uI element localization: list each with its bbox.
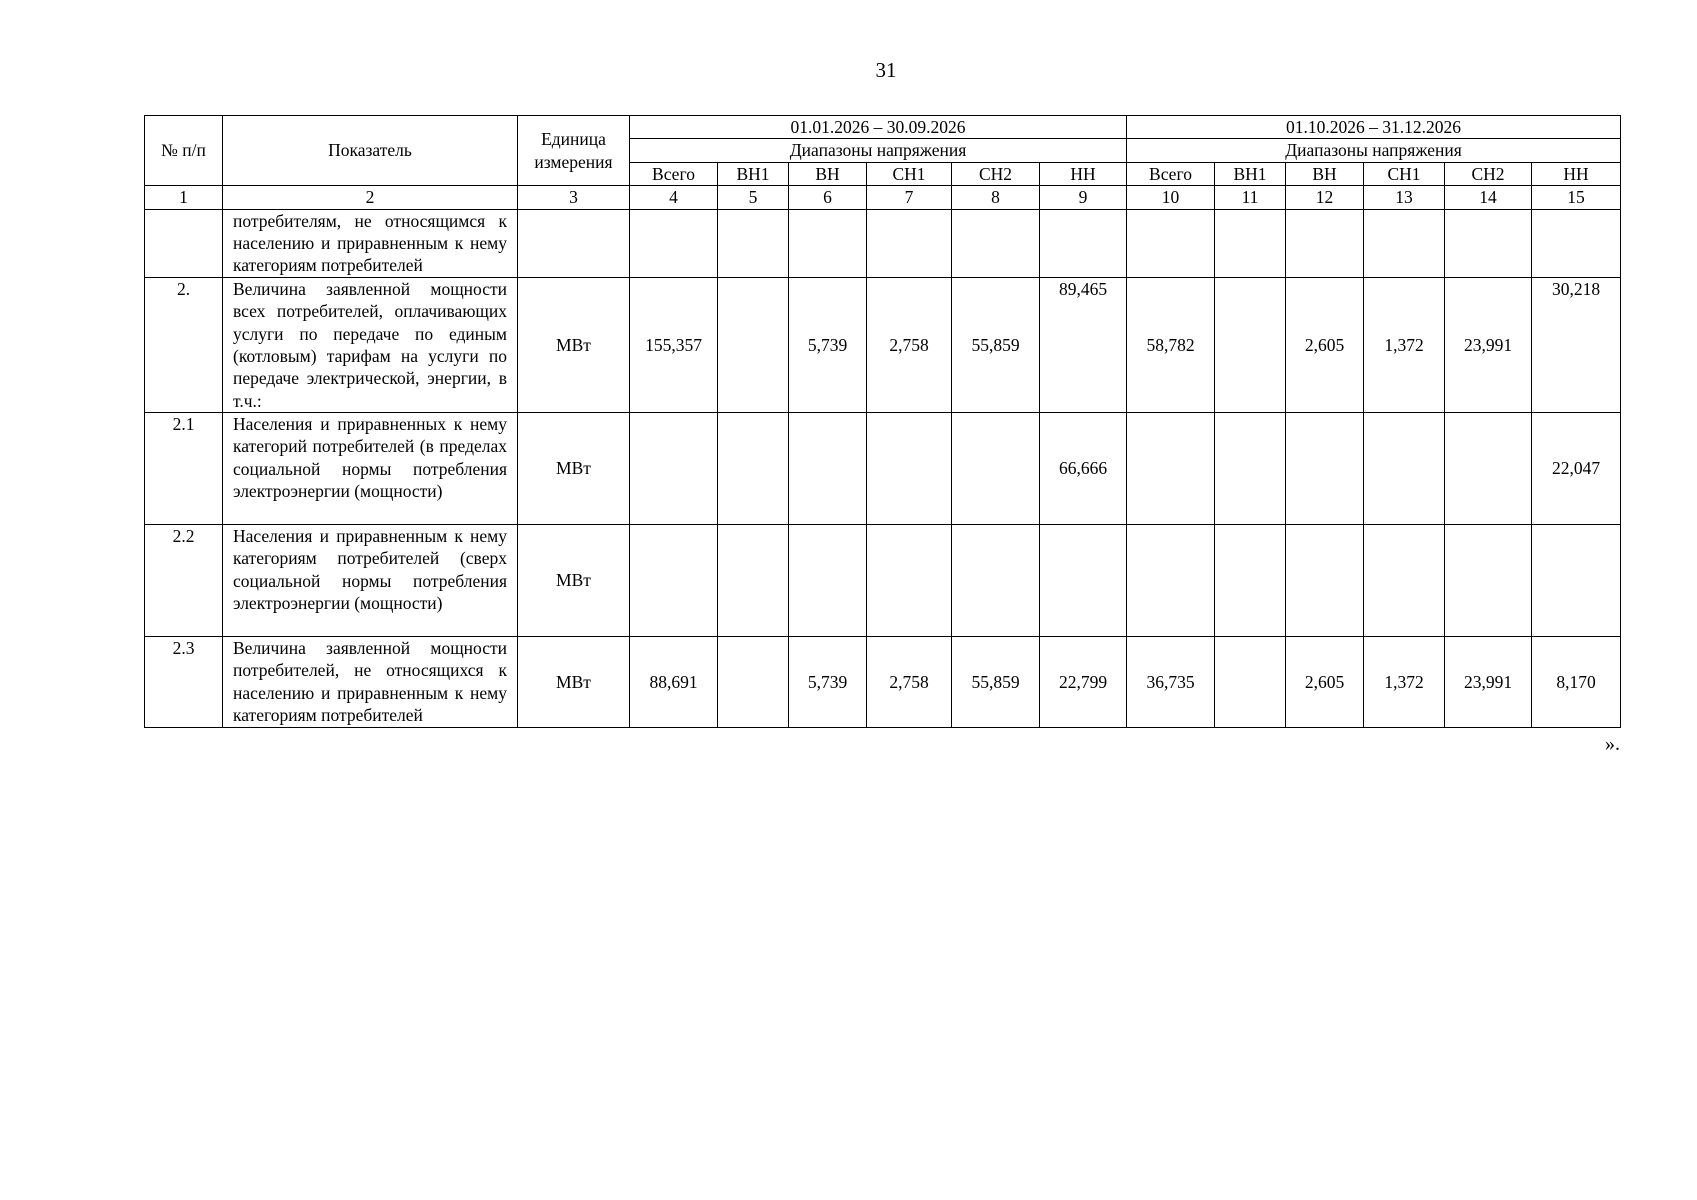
cell-p2-sn2: 23,991 bbox=[1445, 277, 1532, 412]
cell-p1-sn1 bbox=[867, 413, 952, 525]
cell-p2-vn1 bbox=[1215, 209, 1286, 277]
cell-p2-vn1 bbox=[1215, 277, 1286, 412]
column-number: 11 bbox=[1215, 186, 1286, 209]
cell-p2-vn1 bbox=[1215, 637, 1286, 728]
cell-p1-sn2 bbox=[952, 209, 1040, 277]
cell-p1-nn: 22,799 bbox=[1040, 637, 1127, 728]
row-number bbox=[145, 209, 223, 277]
row-unit: МВт bbox=[518, 413, 630, 525]
row-indicator: Населения и приравненных к нему категорий потребителей (в пределах социальной нормы потребления электроэнергии (мощности) bbox=[223, 413, 518, 525]
cell-p2-total bbox=[1127, 413, 1215, 525]
cell-p1-total bbox=[630, 209, 718, 277]
cell-p1-total: 88,691 bbox=[630, 637, 718, 728]
row-unit bbox=[518, 209, 630, 277]
column-number: 2 bbox=[223, 186, 518, 209]
column-number: 15 bbox=[1532, 186, 1621, 209]
cell-p1-vn bbox=[789, 209, 867, 277]
cell-p1-nn: 89,465 bbox=[1040, 277, 1127, 412]
cell-p2-sn1 bbox=[1364, 209, 1445, 277]
table-row bbox=[145, 277, 1621, 412]
cell-p1-vn1 bbox=[718, 277, 789, 412]
row-number: 2.2 bbox=[145, 525, 223, 637]
cell-p2-nn bbox=[1532, 209, 1621, 277]
cell-p1-total: 155,357 bbox=[630, 277, 718, 412]
cell-p2-sn1 bbox=[1364, 413, 1445, 525]
cell-p1-nn: 66,666 bbox=[1040, 413, 1127, 525]
cell-p1-vn1 bbox=[718, 209, 789, 277]
cell-p2-nn: 8,170 bbox=[1532, 637, 1621, 728]
header-voltage-ranges-1: Диапазоны напряжения bbox=[630, 139, 1127, 162]
closing-quote: ». bbox=[1605, 733, 1620, 755]
cell-p1-total bbox=[630, 525, 718, 637]
cell-p2-vn1 bbox=[1215, 413, 1286, 525]
cell-p1-sn1: 2,758 bbox=[867, 277, 952, 412]
cell-p1-vn: 5,739 bbox=[789, 637, 867, 728]
cell-p2-sn2 bbox=[1445, 209, 1532, 277]
cell-p2-nn: 22,047 bbox=[1532, 413, 1621, 525]
row-number: 2.3 bbox=[145, 637, 223, 728]
header-period-2: 01.10.2026 – 31.12.2026 bbox=[1127, 116, 1621, 139]
header-sub-sn2: СН2 bbox=[952, 162, 1040, 185]
cell-p1-nn bbox=[1040, 525, 1127, 637]
row-indicator: потребителям, не относящимся к населению и приравненным к нему категориям потребителей bbox=[223, 209, 518, 277]
cell-p2-total bbox=[1127, 209, 1215, 277]
cell-p2-vn bbox=[1286, 525, 1364, 637]
page-number: 31 bbox=[875, 58, 897, 82]
header-sub-total: Всего bbox=[630, 162, 718, 185]
header-sub-total: Всего bbox=[1127, 162, 1215, 185]
cell-p2-sn1 bbox=[1364, 525, 1445, 637]
cell-p2-nn: 30,218 bbox=[1532, 277, 1621, 412]
header-sub-nn: НН bbox=[1532, 162, 1621, 185]
row-indicator: Величина заявленной мощности всех потребителей, оплачивающих услуги по передаче по единым (котловым) тарифам на услуги по передаче электрической, энергии, в т.ч.: bbox=[223, 277, 518, 412]
cell-p2-total: 58,782 bbox=[1127, 277, 1215, 412]
row-indicator: Величина заявленной мощности потребителей, не относящихся к населению и приравненным к нему категориям потребителей bbox=[223, 637, 518, 728]
cell-p1-sn2 bbox=[952, 413, 1040, 525]
row-unit: МВт bbox=[518, 525, 630, 637]
column-number: 6 bbox=[789, 186, 867, 209]
cell-p1-vn bbox=[789, 413, 867, 525]
cell-p1-nn bbox=[1040, 209, 1127, 277]
cell-p2-sn2 bbox=[1445, 413, 1532, 525]
header-sub-sn2: СН2 bbox=[1445, 162, 1532, 185]
cell-p2-vn bbox=[1286, 209, 1364, 277]
table-row bbox=[145, 525, 1621, 637]
header-sub-vn: ВН bbox=[1286, 162, 1364, 185]
cell-p2-nn bbox=[1532, 525, 1621, 637]
cell-p2-vn bbox=[1286, 413, 1364, 525]
row-number: 2.1 bbox=[145, 413, 223, 525]
header-sub-nn: НН bbox=[1040, 162, 1127, 185]
cell-p1-total bbox=[630, 413, 718, 525]
header-col-indicator: Показатель bbox=[223, 116, 518, 186]
row-number: 2. bbox=[145, 277, 223, 412]
cell-p1-sn2: 55,859 bbox=[952, 637, 1040, 728]
cell-p2-sn1: 1,372 bbox=[1364, 277, 1445, 412]
cell-p1-vn bbox=[789, 525, 867, 637]
cell-p2-sn2 bbox=[1445, 525, 1532, 637]
table-row bbox=[145, 209, 1621, 277]
header-sub-sn1: СН1 bbox=[1364, 162, 1445, 185]
column-number: 7 bbox=[867, 186, 952, 209]
column-number: 4 bbox=[630, 186, 718, 209]
header-sub-vn: ВН bbox=[789, 162, 867, 185]
cell-p1-vn1 bbox=[718, 525, 789, 637]
column-numbers-row bbox=[145, 186, 1621, 209]
header-sub-vn1: ВН1 bbox=[1215, 162, 1286, 185]
cell-p2-vn1 bbox=[1215, 525, 1286, 637]
header-sub-sn1: СН1 bbox=[867, 162, 952, 185]
column-number: 12 bbox=[1286, 186, 1364, 209]
cell-p1-sn1 bbox=[867, 525, 952, 637]
cell-p2-sn2: 23,991 bbox=[1445, 637, 1532, 728]
row-indicator: Населения и приравненным к нему категориям потребителей (сверх социальной нормы потребления электроэнергии (мощности) bbox=[223, 525, 518, 637]
column-number: 9 bbox=[1040, 186, 1127, 209]
cell-p2-total: 36,735 bbox=[1127, 637, 1215, 728]
column-number: 8 bbox=[952, 186, 1040, 209]
table-row bbox=[145, 413, 1621, 525]
cell-p1-sn2: 55,859 bbox=[952, 277, 1040, 412]
row-unit: МВт bbox=[518, 637, 630, 728]
cell-p1-sn1 bbox=[867, 209, 952, 277]
column-number: 5 bbox=[718, 186, 789, 209]
cell-p1-sn2 bbox=[952, 525, 1040, 637]
indicators-table bbox=[144, 115, 1621, 728]
cell-p1-vn1 bbox=[718, 637, 789, 728]
cell-p1-vn1 bbox=[718, 413, 789, 525]
header-period-1: 01.01.2026 – 30.09.2026 bbox=[630, 116, 1127, 139]
cell-p2-total bbox=[1127, 525, 1215, 637]
cell-p1-vn: 5,739 bbox=[789, 277, 867, 412]
column-number: 13 bbox=[1364, 186, 1445, 209]
column-number: 1 bbox=[145, 186, 223, 209]
cell-p2-vn: 2,605 bbox=[1286, 637, 1364, 728]
row-unit: МВт bbox=[518, 277, 630, 412]
cell-p2-vn: 2,605 bbox=[1286, 277, 1364, 412]
column-number: 3 bbox=[518, 186, 630, 209]
header-col-unit: Единица измерения bbox=[518, 116, 630, 186]
cell-p2-sn1: 1,372 bbox=[1364, 637, 1445, 728]
header-voltage-ranges-2: Диапазоны напряжения bbox=[1127, 139, 1621, 162]
table-row bbox=[145, 637, 1621, 728]
cell-p1-sn1: 2,758 bbox=[867, 637, 952, 728]
column-number: 14 bbox=[1445, 186, 1532, 209]
header-row-periods bbox=[145, 116, 1621, 139]
header-col-no: № п/п bbox=[145, 116, 223, 186]
column-number: 10 bbox=[1127, 186, 1215, 209]
header-sub-vn1: ВН1 bbox=[718, 162, 789, 185]
